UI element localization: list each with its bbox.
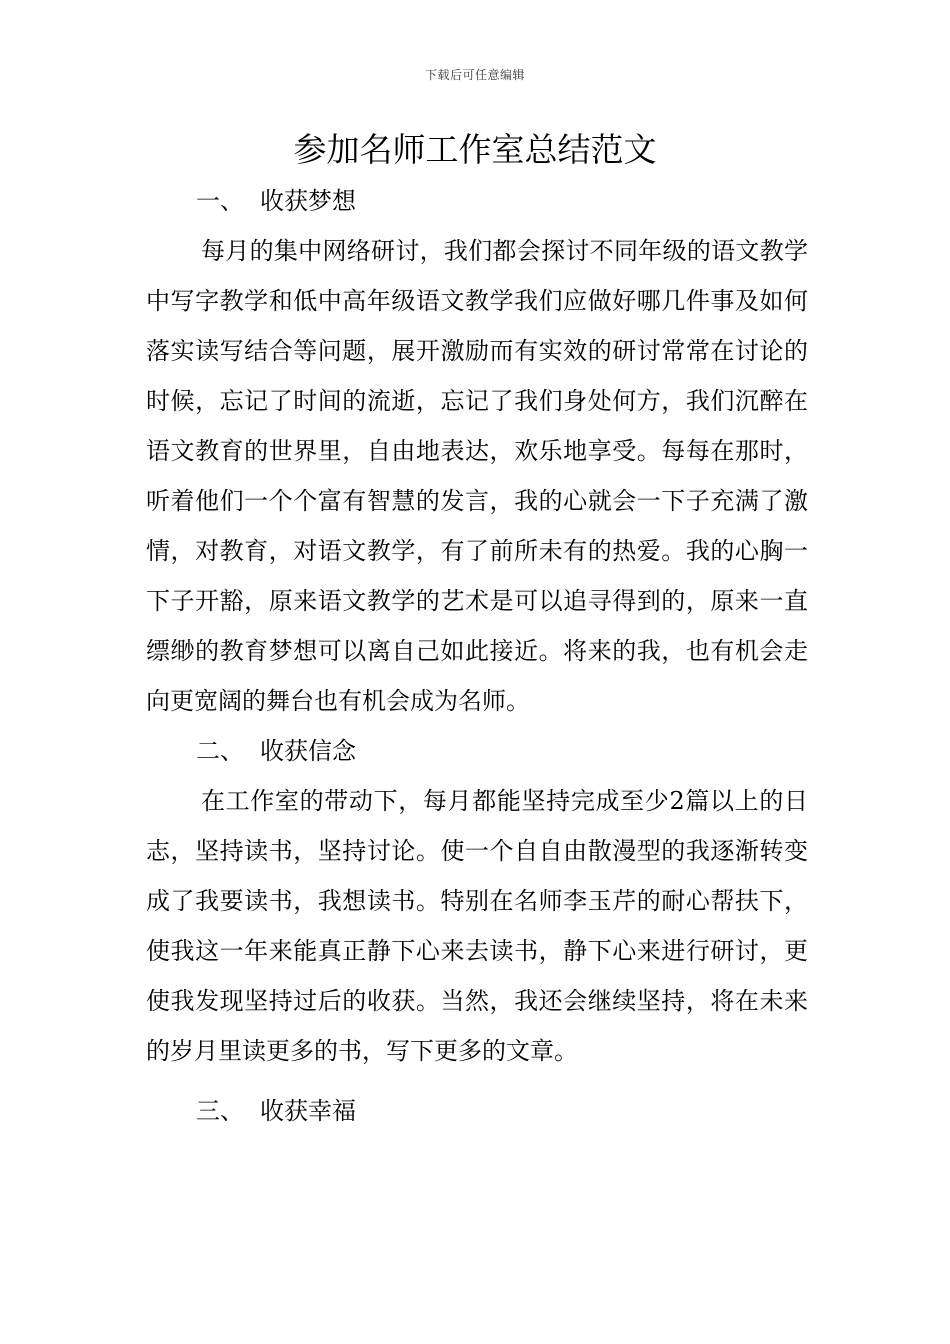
- section-heading-2: [146, 726, 808, 776]
- section-heading-1: [146, 176, 808, 226]
- section-number: 一、: [196, 187, 244, 215]
- section-paragraph-2: 在工作室的带动下，每月都能坚持完成至少2篇以上的日志，坚持读书，坚持讨论。使一个自自由散漫型的我逐渐转变成了我要读书，我想读书。特别在名师李玉芹的耐心帮扶下，使我这一年来能真正静下心来去读书，静下心来进行研讨，更使我发现坚持过后的收获。当然，我还会继续坚持，将在未来的岁月里读更多的书，写下更多的文章。: [146, 787, 808, 1065]
- page-title: 参加名师工作室总结范文: [293, 130, 657, 169]
- section-title: 收获梦想: [260, 187, 356, 215]
- header-note: 下载后可任意编辑: [424, 68, 525, 82]
- section-title: 收获信念: [260, 737, 356, 765]
- document-body: [146, 176, 808, 1136]
- section-paragraph-1: 每月的集中网络研讨，我们都会探讨不同年级的语文教学中写字教学和低中高年级语文教学我们应做好哪几件事及如何落实读写结合等问题，展开激励而有实效的研讨常常在讨论的时候，忘记了时间的流逝，忘记了我们身处何方，我们沉醉在语文教育的世界里，自由地表达，欢乐地享受。每每在那时，听着他们一个个富有智慧的发言，我的心就会一下子充满了激情，对教育，对语文教学，有了前所未有的热爱。我的心胸一下子开豁，原来语文教学的艺术是可以追寻得到的，原来一直缥缈的教育梦想可以离自己如此接近。将来的我，也有机会走向更宽阔的舞台也有机会成为名师。: [146, 237, 808, 715]
- section-title: 收获幸福: [260, 1097, 356, 1125]
- section-number: 三、: [196, 1097, 244, 1125]
- section-heading-3: [146, 1086, 808, 1136]
- section-number: 二、: [196, 737, 244, 765]
- section-gap: [146, 1076, 808, 1086]
